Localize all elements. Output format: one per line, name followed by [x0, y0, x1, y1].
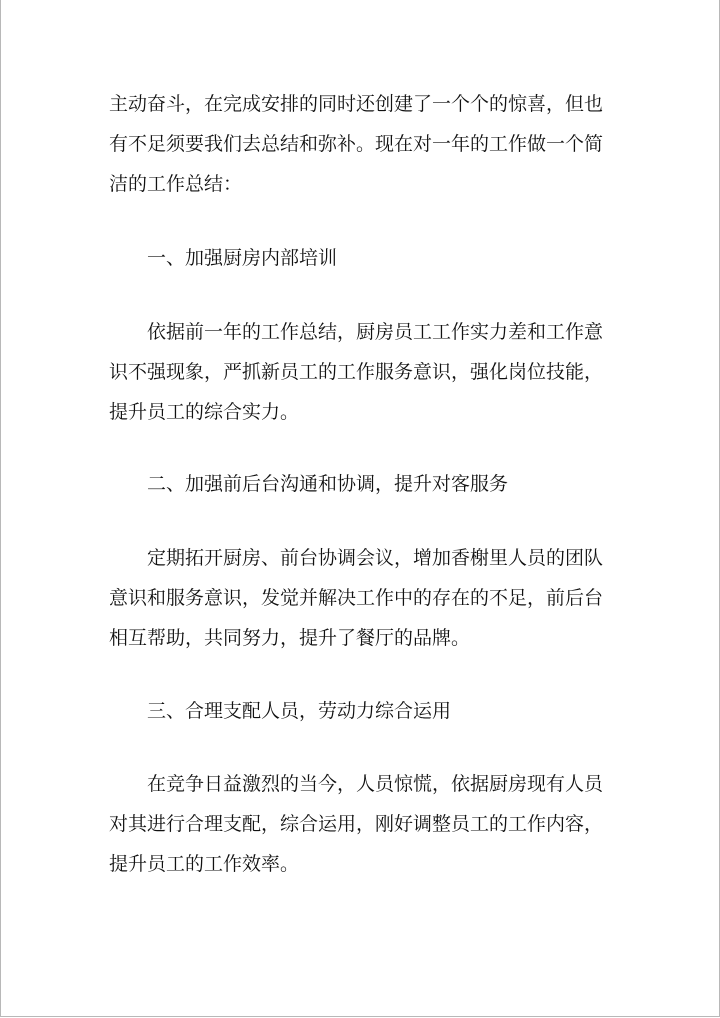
section-3-heading: 三、合理支配人员，劳动力综合运用 [147, 700, 452, 722]
section-2-heading: 二、加强前后台沟通和协调，提升对客服务 [147, 473, 509, 495]
intro-line-3: 洁的工作总结： [109, 173, 243, 195]
section-1-line-1: 依据前一年的工作总结，厨房员工工作实力差和工作意 [147, 321, 604, 343]
section-3-line-3: 提升员工的工作效率。 [109, 853, 300, 875]
section-3-line-2: 对其进行合理支配，综合运用，刚好调整员工的工作内容， [109, 813, 604, 835]
section-1-heading: 一、加强厨房内部培训 [147, 247, 338, 269]
section-1-line-2: 识不强现象，严抓新员工的工作服务意识，强化岗位技能， [109, 361, 604, 383]
intro-line-1: 主动奋斗，在完成安排的同时还创建了一个个的惊喜，但也 [109, 93, 604, 115]
section-2-line-2: 意识和服务意识，发觉并解决工作中的存在的不足，前后台 [109, 587, 604, 609]
section-2-line-1: 定期拓开厨房、前台协调会议，增加香榭里人员的团队 [147, 547, 604, 569]
section-2-line-3: 相互帮助，共同努力，提升了餐厅的品牌。 [109, 627, 471, 649]
intro-line-2: 有不足须要我们去总结和弥补。现在对一年的工作做一个简 [109, 133, 604, 155]
section-1-line-3: 提升员工的综合实力。 [109, 401, 300, 423]
section-3-line-1: 在竞争日益激烈的当今，人员惊慌，依据厨房现有人员 [147, 773, 604, 795]
